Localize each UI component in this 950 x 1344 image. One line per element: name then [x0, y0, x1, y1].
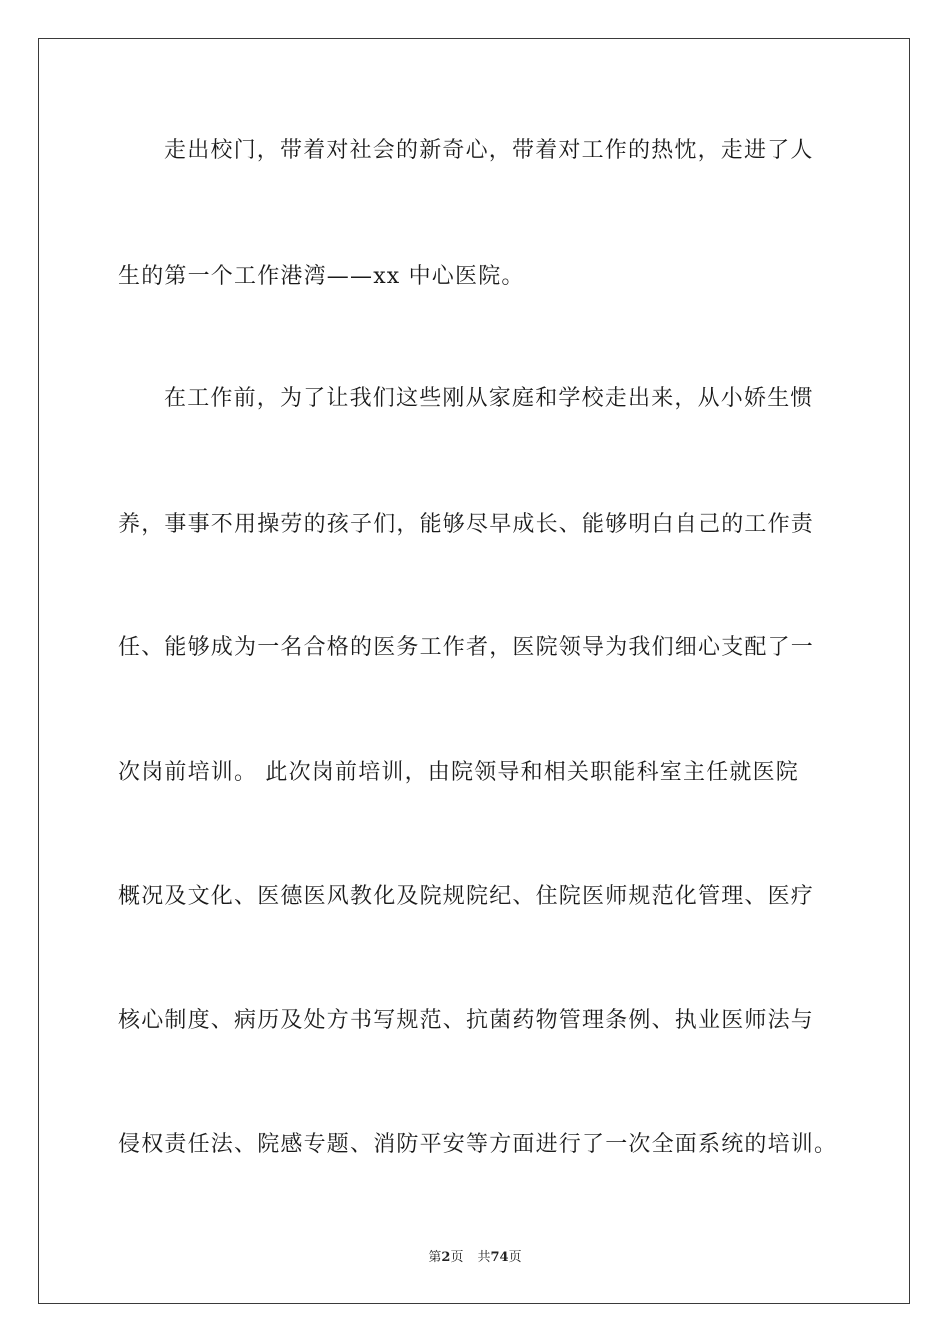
paragraph-2-line-5: 概况及文化、医德医风教化及院规院纪、住院医师规范化管理、医疗 [118, 884, 815, 909]
paragraph-2-line-1: 在工作前，为了让我们这些刚从家庭和学校走出来，从小娇生惯 [164, 386, 814, 411]
page-border [38, 38, 910, 1304]
page-footer [0, 1246, 950, 1265]
page-prefix: 第 [428, 1250, 442, 1265]
paragraph-2-line-4: 次岗前培训。 此次岗前培训，由院领导和相关职能科室主任就医院 [118, 760, 799, 785]
page-number: 2 [441, 1250, 451, 1265]
paragraph-1-line-2: 生的第一个工作港湾——xx 中心医院。 [118, 264, 525, 289]
paragraph-2-line-3: 任、能够成为一名合格的医务工作者，医院领导为我们细心支配了一 [118, 635, 815, 660]
paragraph-2-line-2: 养，事事不用操劳的孩子们，能够尽早成长、能够明白自己的工作责 [118, 512, 815, 537]
total-pages: 74 [490, 1250, 509, 1265]
paragraph-2-line-6: 核心制度、病历及处方书写规范、抗菌药物管理条例、执业医师法与 [118, 1008, 815, 1033]
total-suffix: 页 [508, 1250, 522, 1265]
paragraph-1-line-1: 走出校门，带着对社会的新奇心，带着对工作的热忱，走进了人 [164, 138, 814, 163]
page-suffix: 页 [450, 1250, 464, 1265]
paragraph-2-line-7: 侵权责任法、院感专题、消防平安等方面进行了一次全面系统的培训。 [118, 1132, 838, 1157]
total-prefix: 共 [477, 1250, 491, 1265]
